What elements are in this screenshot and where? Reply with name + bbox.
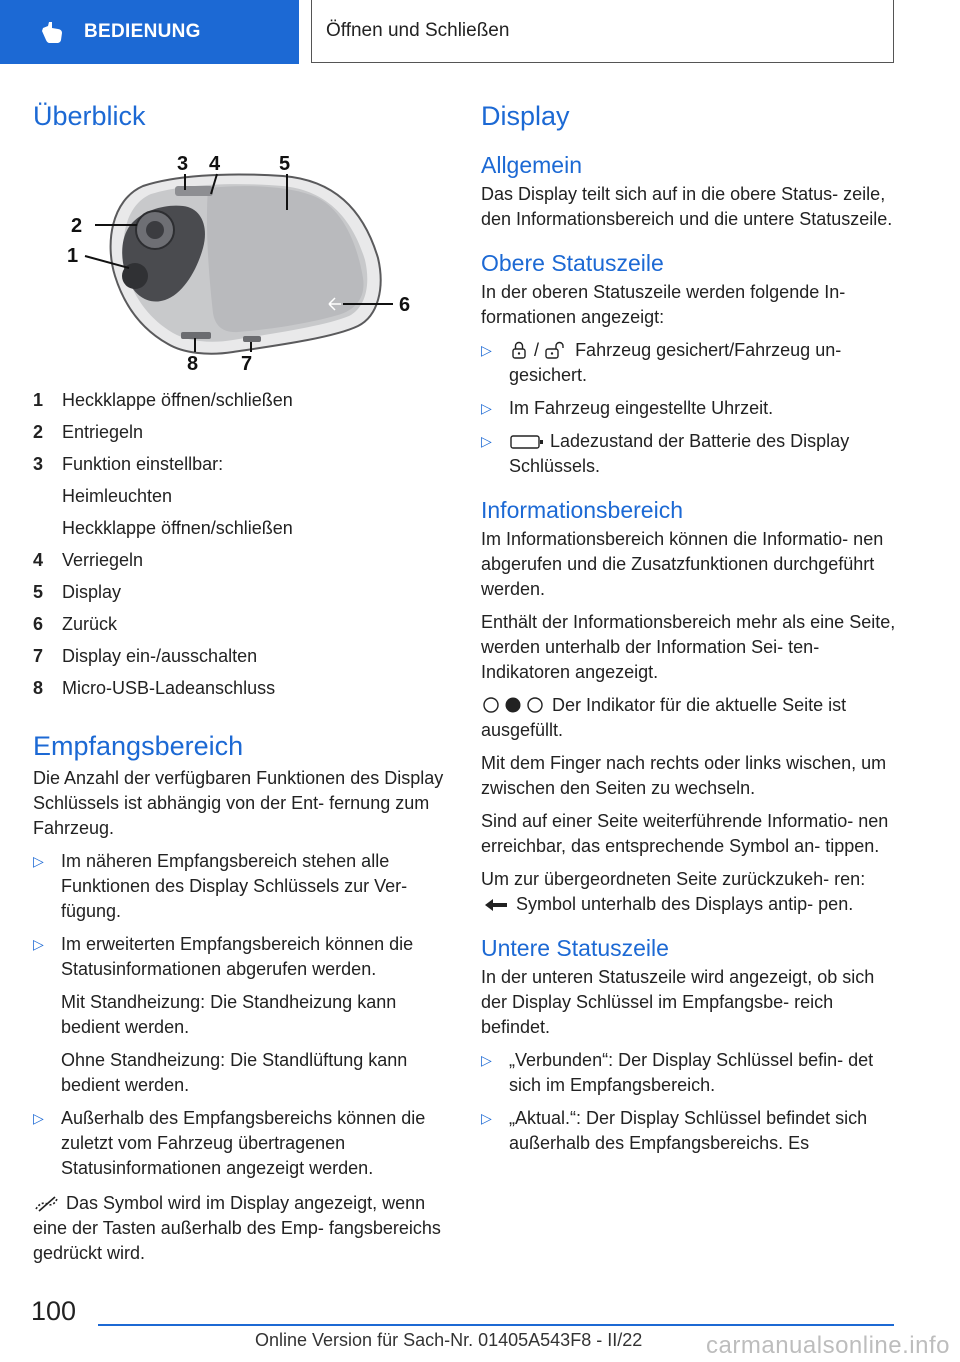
callout-1: 1 xyxy=(67,245,79,267)
bullet-triangle-icon: ▷ xyxy=(481,342,492,358)
watermark: carmanualsonline.info xyxy=(706,1332,950,1359)
general-text: Das Display teilt sich auf in die obere Status‐ zeile, den Informationsbereich und die untere Statuszeile. xyxy=(481,184,893,229)
bullet-triangle-icon: ▷ xyxy=(33,1110,44,1126)
chapter-tab xyxy=(0,0,299,64)
list-item: 4 Verriegeln xyxy=(33,550,144,570)
right-column xyxy=(481,96,896,1156)
lock-closed-icon xyxy=(509,340,529,360)
hand-pointer-icon xyxy=(38,18,66,46)
footer-divider xyxy=(98,1324,894,1326)
bullet-triangle-icon: ▷ xyxy=(481,1110,492,1126)
list-item: ▷ Im erweiterten Empfangsbereich können die Statusinformationen abgerufen werden. Mit Standheizung: Die Standheizung kann bedient werden. Ohne Standheizung: Die Standlüftung kann bedient werden. xyxy=(33,932,448,1098)
info-p5: Sind auf einer Seite weiterführende Informatio‐ nen erreichbar, das entsprechende Symbol an‐ tippen. xyxy=(481,811,889,856)
range-heading: Empfangsbereich xyxy=(33,731,244,761)
lock-open-icon xyxy=(544,340,570,360)
back-arrow-icon xyxy=(481,896,511,914)
callout-7: 7 xyxy=(241,353,253,372)
bullet-triangle-icon: ▷ xyxy=(33,936,44,952)
list-item: Heckklappe öffnen/schließen xyxy=(62,518,293,538)
symbol-note: Das Symbol wird im Display angezeigt, wenn eine der Tasten außerhalb des Emp‐ fangsbereichs gedrückt wird. xyxy=(33,1193,441,1263)
list-item: 1 Heckklappe öffnen/schließen xyxy=(33,390,293,410)
overview-heading: Überblick xyxy=(33,101,146,131)
info-p2: Enthält der Informationsbereich mehr als eine Seite, werden unterhalb der Information Sei‐ ten-Indikatoren angezeigt. xyxy=(481,612,896,682)
list-item: 2 Entriegeln xyxy=(33,422,144,442)
callout-5: 5 xyxy=(279,153,291,175)
bullet-triangle-icon: ▷ xyxy=(481,400,492,416)
lock-separator: / xyxy=(534,340,540,360)
left-column xyxy=(33,96,448,1266)
info-p1: Im Informationsbereich können die Informatio‐ nen abgerufen und die Zusatzfunktionen durchgeführt werden. xyxy=(481,529,884,599)
bullet-triangle-icon: ▷ xyxy=(481,433,492,449)
list-item: 5 Display xyxy=(33,582,122,602)
list-item: 6 Zurück xyxy=(33,614,118,634)
lower-status-intro: In der unteren Statuszeile wird angezeigt, ob sich der Display Schlüssel im Empfangsbe‐ reich befindet. xyxy=(481,967,875,1037)
list-item: ▷ „Aktual.“: Der Display Schlüssel befindet sich außerhalb des Empfangsbereichs. Es xyxy=(481,1106,896,1156)
upper-status-heading: Obere Statuszeile xyxy=(481,250,664,276)
info-area-heading: Informationsbereich xyxy=(481,497,683,523)
bullet-triangle-icon: ▷ xyxy=(481,1052,492,1068)
range-intro: Die Anzahl der verfügbaren Funktionen des Display Schlüssels ist abhängig von der Ent‐ fernung zum Fahrzeug. xyxy=(33,768,444,838)
info-p3: Der Indikator für die aktuelle Seite ist ausgefüllt. xyxy=(481,695,847,740)
info-p4: Mit dem Finger nach rechts oder links wischen, um zwischen den Seiten zu wechseln. xyxy=(481,753,887,798)
battery-icon xyxy=(509,433,545,451)
list-item: ▷ Ladezustand der Batterie des Display Schlüssels. xyxy=(481,429,896,479)
display-heading: Display xyxy=(481,101,570,131)
callout-4: 4 xyxy=(209,153,221,175)
callout-2: 2 xyxy=(71,215,83,237)
page-indicator-icon xyxy=(481,695,547,715)
overview-list xyxy=(33,384,448,704)
list-item: ▷ / Fahrzeug gesichert/Fahrzeug un‐ gesichert. xyxy=(481,338,896,388)
list-item: ▷ Im näheren Empfangsbereich stehen alle Funktionen des Display Schlüssels zur Ver‐ fügung. xyxy=(33,849,448,924)
callout-6: 6 xyxy=(399,294,411,316)
list-item: 3 Funktion einstellbar: xyxy=(33,454,224,474)
general-heading: Allgemein xyxy=(481,152,582,178)
chapter-label: BEDIENUNG xyxy=(84,21,201,42)
list-item: 8 Micro-USB-Ladeanschluss xyxy=(33,678,276,698)
list-item: 7 Display ein-/ausschalten xyxy=(33,646,258,666)
out-of-range-icon xyxy=(33,1195,61,1213)
lower-status-heading: Untere Statuszeile xyxy=(481,935,669,961)
list-item: Heimleuchten xyxy=(62,486,173,506)
info-p6: Um zur übergeordneten Seite zurückzukeh‐ ren: Symbol unterhalb des Displays antip‐ pen. xyxy=(481,869,866,914)
callout-3: 3 xyxy=(177,153,189,175)
online-version-text: Online Version für Sach-Nr. 01405A543F8 - II/22 xyxy=(255,1330,643,1350)
list-item: ▷ Außerhalb des Empfangsbereichs können die zuletzt vom Fahrzeug übertragenen Statusinformationen angezeigt werden. xyxy=(33,1106,448,1181)
section-header xyxy=(311,0,894,63)
upper-status-intro: In der oberen Statuszeile werden folgende In‐ formationen angezeigt: xyxy=(481,282,846,327)
list-item: ▷ Im Fahrzeug eingestellte Uhrzeit. xyxy=(481,396,896,421)
display-key-illustration xyxy=(33,148,448,372)
callout-8: 8 xyxy=(187,353,199,372)
page-number: 100 xyxy=(31,1296,77,1326)
bullet-triangle-icon: ▷ xyxy=(33,853,44,869)
section-title: Öffnen und Schließen xyxy=(326,20,510,41)
list-item: ▷ „Verbunden“: Der Display Schlüssel befin‐ det sich im Empfangsbereich. xyxy=(481,1048,896,1098)
